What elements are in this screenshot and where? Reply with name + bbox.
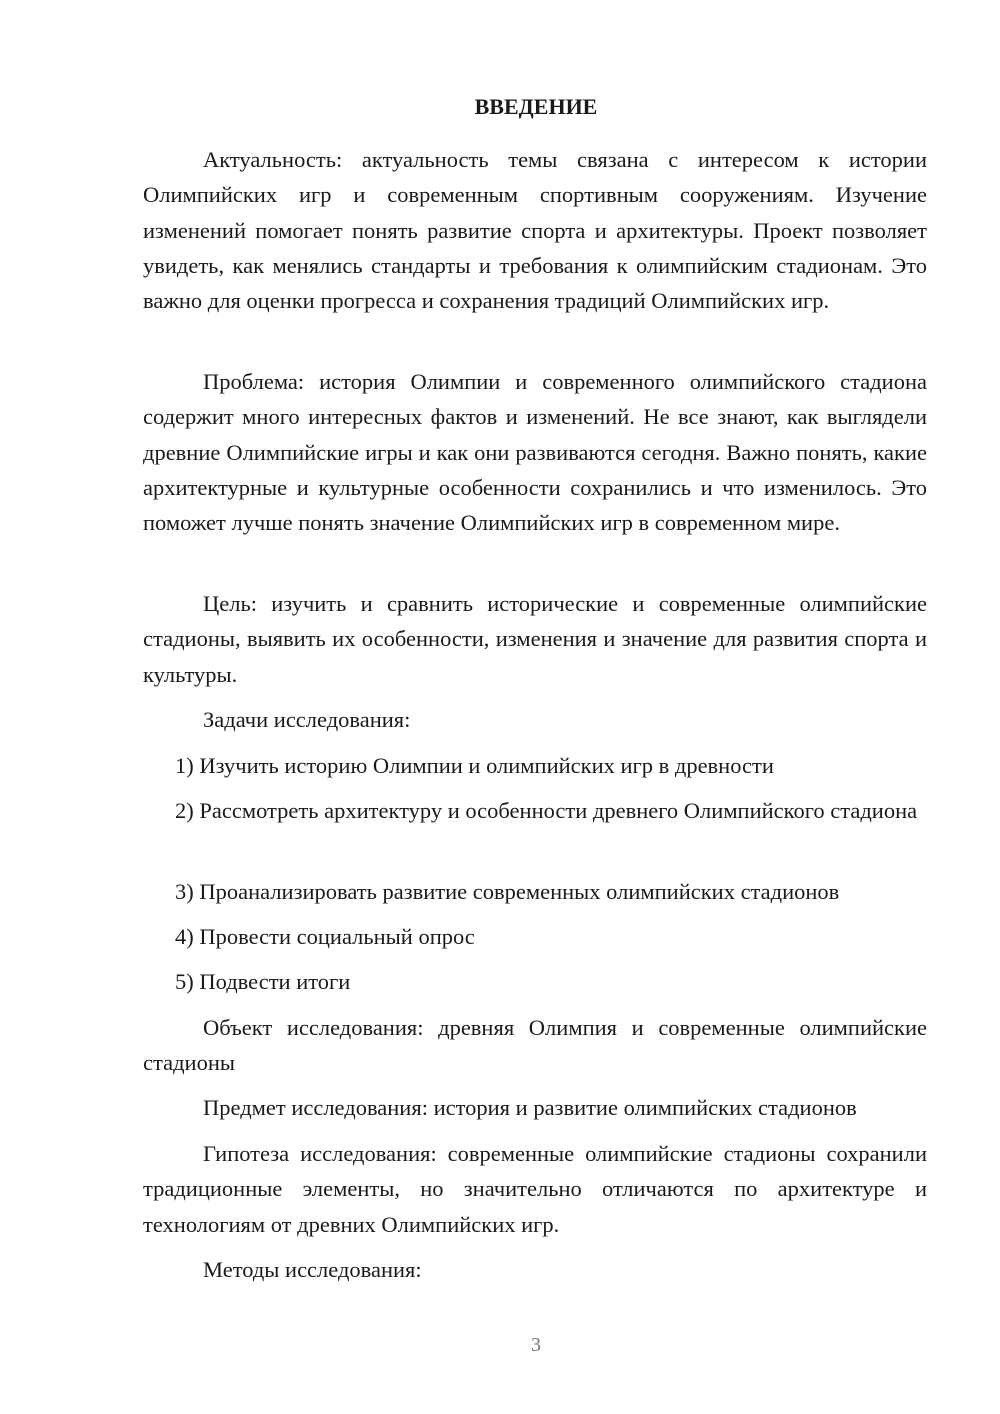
paragraph-methods: Методы исследования: xyxy=(203,1257,422,1282)
task-item-1: 1) Изучить историю Олимпии и олимпийских игр в древности xyxy=(175,753,774,778)
paragraph-hypothesis: Гипотеза исследования: современные олимпийские стадионы сохранили традиционные элементы, но значительно отличаются по архитектуре и технологиям от древних Олимпийских игр. xyxy=(143,1141,927,1237)
paragraph-problem: Проблема: история Олимпии и современного олимпийского стадиона содержит много интересных фактов и изменений. Не все знают, как выглядели древние Олимпийские игры и как они развиваются сегодня. Важно понять, какие архитектурные и культурные особенности сохранились и что изменилось. Это поможет лучше понять значение Олимпийских игр в современном мире. xyxy=(143,369,927,536)
task-item-4: 4) Провести социальный опрос xyxy=(175,924,475,949)
paragraph-goal: Цель: изучить и сравнить исторические и современные олимпийские стадионы, выявить их особенности, изменения и значение для развития спорта и культуры. xyxy=(143,591,927,687)
task-item-3: 3) Проанализировать развитие современных олимпийских стадионов xyxy=(175,879,840,904)
tasks-heading: Задачи исследования: xyxy=(203,707,411,732)
task-item-5: 5) Подвести итоги xyxy=(175,969,351,994)
paragraph-subject: Предмет исследования: история и развитие олимпийских стадионов xyxy=(203,1095,857,1120)
page-number: 3 xyxy=(531,1334,541,1356)
paragraph-object: Объект исследования: древняя Олимпия и современные олимпийские стадионы xyxy=(143,1015,927,1076)
task-item-2: 2) Рассмотреть архитектуру и особенности древнего Олимпийского стадиона xyxy=(175,798,918,823)
paragraph-relevance: Актуальность: актуальность темы связана с интересом к истории Олимпийских игр и современным спортивным сооружениям. Изучение изменений помогает понять развитие спорта и архитектуры. Проект позволяет увидеть, как менялись стандарты и требования к олимпийским стадионам. Это важно для оценки прогресса и сохранения традиций Олимпийских игр. xyxy=(143,147,927,314)
section-heading: ВВЕДЕНИЕ xyxy=(474,94,598,119)
